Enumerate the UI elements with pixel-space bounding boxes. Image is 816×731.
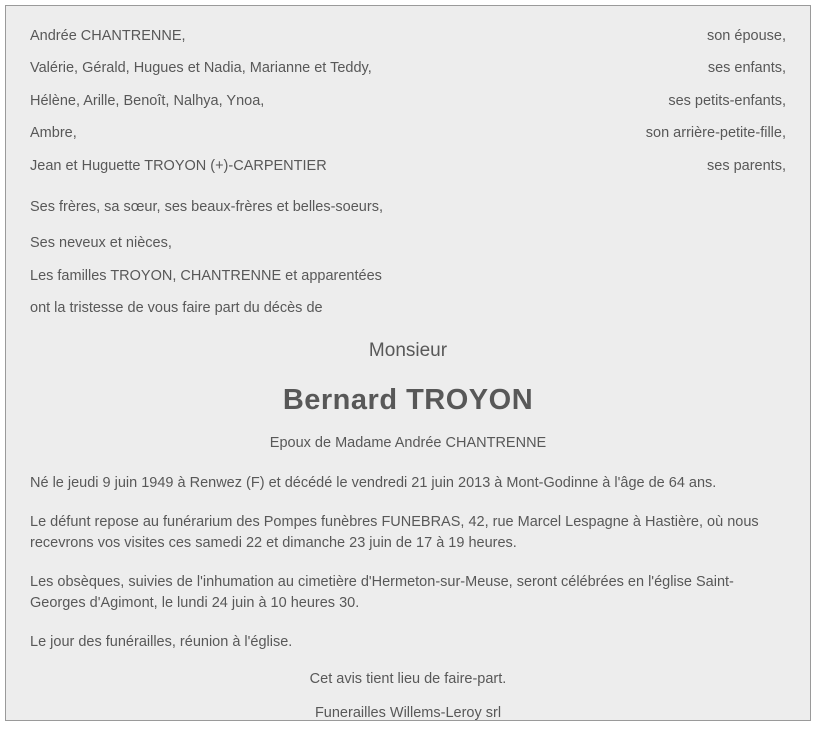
family-member-name: Valérie, Gérald, Hugues et Nadia, Marianne et Teddy, <box>30 60 372 77</box>
funeral-home-name: Funerailles Willems-Leroy srl <box>314 705 502 722</box>
death-notice-card <box>5 5 811 721</box>
deceased-name: Bernard TROYON <box>282 384 534 417</box>
family-member-name: Jean et Huguette TROYON (+)-CARPENTIER <box>30 157 327 174</box>
detail-paragraph-visitation: Le défunt repose au funérarium des Pompes funèbres FUNEBRAS, 42, rue Marcel Lespagne à Hastière, où nous recevrons vos visites ces samedi 22 et dimanche 23 juin de 17 à 19 heures. <box>30 514 759 552</box>
family-relation: son arrière-petite-fille, <box>645 125 786 142</box>
family-member-name: Andrée CHANTRENNE, <box>30 28 186 44</box>
family-member-name: Hélène, Arille, Benoît, Nalhya, Ynoa, <box>30 92 265 109</box>
family-relation: ses parents, <box>707 157 786 174</box>
family-row <box>30 93 786 110</box>
family-row <box>30 125 786 142</box>
honorific-title: Monsieur <box>368 340 448 362</box>
family-relation: ses enfants, <box>707 60 786 77</box>
family-relation: ses petits-enfants, <box>668 92 786 109</box>
family-member-name: Ambre, <box>30 125 77 142</box>
closing-note: Cet avis tient lieu de faire-part. <box>309 671 507 688</box>
detail-paragraph-birth-death: Né le jeudi 9 juin 1949 à Renwez (F) et décédé le vendredi 21 juin 2013 à Mont-Godinne à l'âge de 64 ans. <box>30 475 717 492</box>
announcement-line: ont la tristesse de vous faire part du décès de <box>30 300 323 317</box>
other-family-line: Ses frères, sa sœur, ses beaux-frères et belles-soeurs, <box>30 198 383 215</box>
other-family-line: Ses neveux et nièces, <box>30 235 172 252</box>
other-family-line: Les familles TROYON, CHANTRENNE et apparentées <box>30 267 382 284</box>
detail-paragraph-gathering: Le jour des funérailles, réunion à l'église. <box>30 634 293 651</box>
detail-paragraph-funeral: Les obsèques, suivies de l'inhumation au cimetière d'Hermeton-sur-Meuse, seront célébrées en l'église Saint-Georges d'Agimont, le lundi 24 juin à 10 heures 30. <box>30 574 734 612</box>
family-relation: son épouse, <box>706 28 786 44</box>
other-family-block <box>30 199 786 285</box>
family-row <box>30 158 786 175</box>
spouse-line: Epoux de Madame Andrée CHANTRENNE <box>269 435 547 452</box>
family-row <box>30 60 786 77</box>
family-row <box>30 28 786 45</box>
